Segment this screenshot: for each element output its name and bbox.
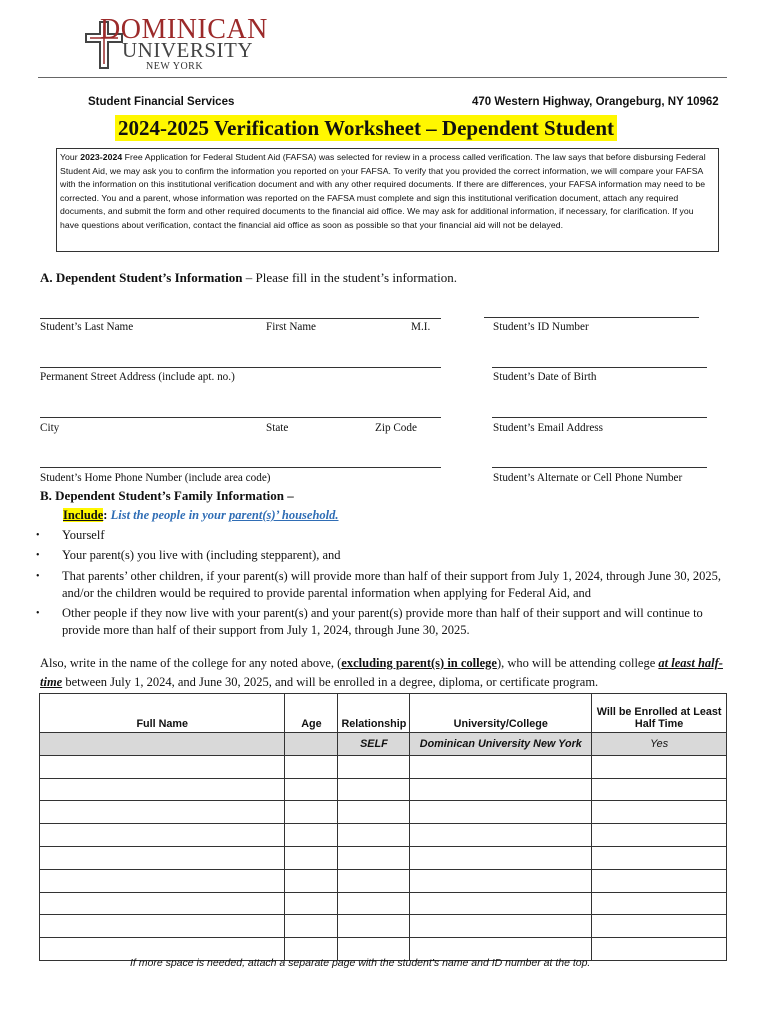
last-name-field[interactable] [40,318,441,319]
mi-label: M.I. [411,321,431,333]
street-address-field[interactable] [40,367,441,368]
table-row [40,846,727,869]
col-header-age: Age [285,694,338,733]
list-item: • That parents’ other children, if your parent(s) will provide more than half of their support from July 1, 2024, through June 30, 2025, and/or the children would be required to provide parental information when applying for Federal Aid, and [36,568,721,600]
family-table [39,693,727,961]
table-cell[interactable] [40,824,285,847]
table-cell: SELF [338,733,410,756]
home-phone-field[interactable] [40,467,441,468]
logo-line-3: NEW YORK [146,61,204,72]
table-cell[interactable] [285,801,338,824]
table-cell[interactable] [592,846,727,869]
home-phone-label: Student’s Home Phone Number (include area code) [40,472,271,484]
table-cell[interactable] [592,938,727,961]
table-cell[interactable] [592,755,727,778]
page-title: 2024-2025 Verification Worksheet – Dependent Student [115,115,617,141]
include-word: Include [63,508,104,522]
table-cell[interactable] [285,869,338,892]
table-cell[interactable] [40,846,285,869]
table-cell[interactable] [410,846,592,869]
table-cell[interactable] [592,915,727,938]
table-cell: Dominican University New York [410,733,592,756]
table-cell[interactable] [40,801,285,824]
col-header-full-name: Full Name [40,694,285,733]
also-text-4: at least half-time [40,656,723,689]
also-text-1: Also, write in the name of the college for any noted above, ( [40,656,342,670]
table-cell[interactable] [338,892,410,915]
table-cell[interactable] [40,733,285,756]
state-label: State [266,422,289,434]
college-instruction [40,654,740,691]
household-list [36,527,726,643]
list-item: • Your parent(s) you live with (including stepparent), and [36,548,341,563]
also-text-5: between July 1, 2024, and June 30, 2025, and will be enrolled in a degree, diploma, or certificate program. [62,674,599,689]
zip-label: Zip Code [375,422,417,434]
table-row [40,824,727,847]
table-cell[interactable] [40,915,285,938]
table-cell: Yes [592,733,727,756]
section-a-instruction: – Please fill in the student’s information. [242,270,457,285]
table-cell[interactable] [285,733,338,756]
office-address: 470 Western Highway, Orangeburg, NY 10962 [472,96,719,108]
table-cell[interactable] [40,755,285,778]
table-cell[interactable] [40,778,285,801]
table-cell[interactable] [338,824,410,847]
logo-line-1: DOMINICAN [100,14,268,45]
table-cell[interactable] [592,869,727,892]
table-header-row [40,694,727,733]
table-row [40,801,727,824]
footnote: If more space is needed, attach a separate page with the student’s name and ID number at the top. [130,957,591,969]
table-cell[interactable] [285,755,338,778]
also-text-2: excluding parent(s) in college [341,656,497,670]
list-item: • Yourself [36,528,105,542]
intro-body: Free Application for Federal Student Aid (FAFSA) was selected for review in a process called verification. The law says that before disbursing Federal Student Aid, we may ask you to confirm the information you reported on your FAFSA. To verify that you provided the correct information, we will compare your FAFSA with the information on this institutional verification document and with any other required documents. If there are differences, your FAFSA information may need to be corrected. You and a parent, whose information was reported on the FAFSA must complete and sign this institutional verification document, attach any required documents, and submit the form and other required documents to the financial aid office. We may ask for additional information, if necessary, for clarification. If you have questions about verification, contact the financial aid office as soon as possible so that your financial aid will not be delayed. [60,152,706,230]
table-cell[interactable] [410,778,592,801]
table-cell[interactable] [285,892,338,915]
table-cell[interactable] [410,755,592,778]
student-id-label: Student’s ID Number [493,321,589,333]
list-item-text: Other people if they now live with your parent(s) and your parent(s) provide more than half of their support and will continue to provide more than half of their support from July 1, 2024, through June 30, 2025. [62,606,703,638]
list-item-text: That parents’ other children, if your parent(s) will provide more than half of their support from July 1, 2024, through June 30, 2025, and/or the children would be required to provide parental information when applying for Federal Aid, and [62,568,721,600]
city-state-zip-field[interactable] [40,417,441,418]
include-text: List the people in your [107,508,229,522]
col-header-enrolled: Will be Enrolled at Least Half Time [592,694,727,733]
table-cell[interactable] [338,869,410,892]
section-a-title: A. Dependent Student’s Information [40,270,243,285]
table-cell[interactable] [410,801,592,824]
table-cell[interactable] [40,869,285,892]
email-label: Student’s Email Address [493,422,604,434]
section-a-heading [40,270,457,286]
intro-paragraph [56,148,719,252]
table-cell[interactable] [285,778,338,801]
table-cell[interactable] [592,778,727,801]
logo-line-2: UNIVERSITY [122,38,253,62]
table-cell[interactable] [338,915,410,938]
list-item: • Other people if they now live with your parent(s) and your parent(s) provide more than half of their support and will continue to provide more than half of their support from July 1, 2024, through June 30, 2025. [36,606,703,638]
table-row [40,869,727,892]
table-row [40,915,727,938]
table-cell[interactable] [285,915,338,938]
email-field[interactable] [492,417,707,418]
list-item-text: Yourself [62,528,105,542]
dob-label: Student’s Date of Birth [493,371,597,383]
table-cell[interactable] [410,824,592,847]
include-colon: : [103,508,108,522]
table-cell[interactable] [338,778,410,801]
table-row [40,755,727,778]
city-label: City [40,422,60,434]
table-cell[interactable] [592,801,727,824]
table-cell[interactable] [338,801,410,824]
table-cell[interactable] [592,892,727,915]
table-cell[interactable] [338,846,410,869]
table-cell[interactable] [285,846,338,869]
table-cell[interactable] [338,755,410,778]
table-row-self [40,733,727,756]
first-name-label: First Name [266,321,317,333]
intro-lead: Your [60,152,81,162]
intro-years: 2023-2024 [80,152,123,162]
table-cell[interactable] [410,892,592,915]
table-cell[interactable] [410,915,592,938]
cell-phone-label: Student’s Alternate or Cell Phone Number [493,472,683,484]
table-cell[interactable] [40,892,285,915]
last-name-label: Student’s Last Name [40,321,134,333]
col-header-college: University/College [410,694,592,733]
dob-field[interactable] [492,367,707,368]
cell-phone-field[interactable] [492,467,707,468]
table-cell[interactable] [285,824,338,847]
office-name: Student Financial Services [88,96,235,108]
table-row [40,892,727,915]
table-cell[interactable] [592,824,727,847]
include-household: parent(s)’ household. [229,508,339,522]
table-cell[interactable] [410,869,592,892]
include-line [63,508,339,523]
header-divider [38,77,727,78]
list-item-text: Your parent(s) you live with (including stepparent), and [62,548,341,563]
student-id-field[interactable] [484,317,699,318]
also-text-3: ), who will be attending college [496,656,659,670]
street-address-label: Permanent Street Address (include apt. no.) [40,371,235,383]
table-row [40,778,727,801]
section-b-heading: B. Dependent Student’s Family Information – [40,488,294,503]
col-header-relationship: Relationship [338,694,410,733]
